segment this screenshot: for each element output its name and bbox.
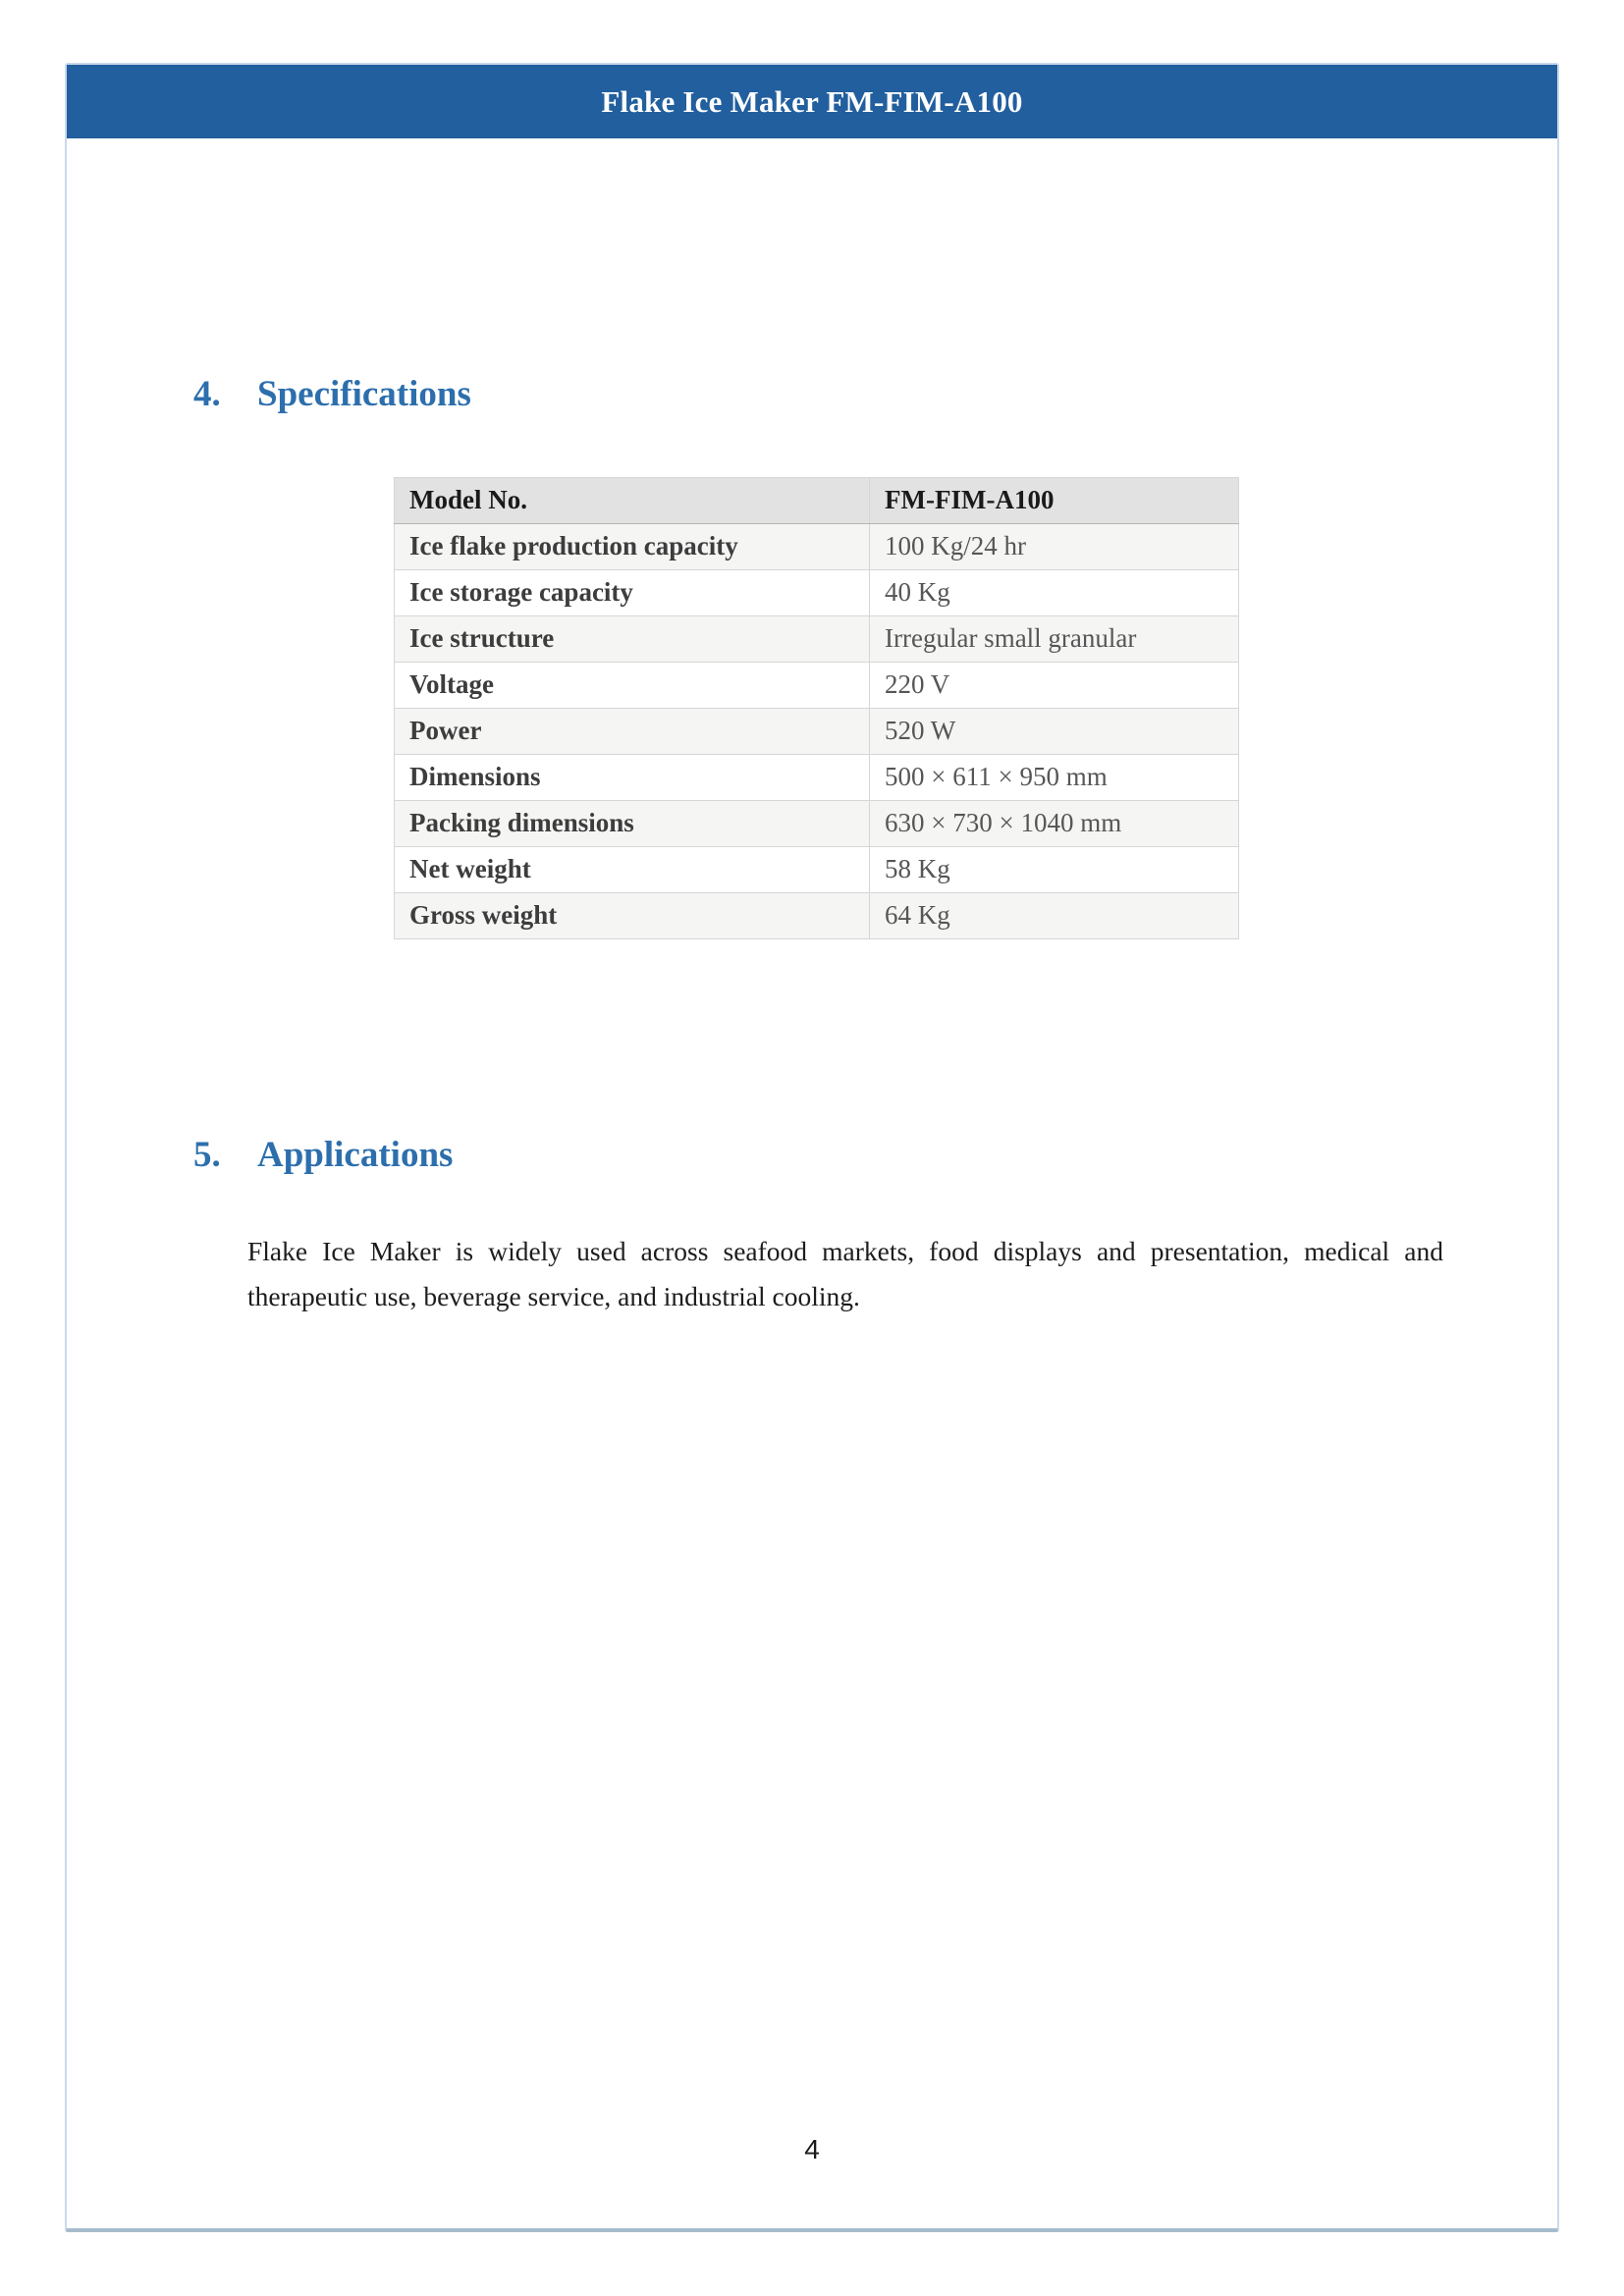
row-label: Ice structure [395,616,870,663]
row-value: 520 W [870,709,1239,755]
specifications-table [394,477,1239,939]
applications-heading [193,1134,453,1176]
page-header-bar [67,65,1557,138]
applications-heading-number: 5. [193,1135,221,1175]
row-value: 64 Kg [870,893,1239,939]
table-row [395,801,1239,847]
table-row [395,755,1239,801]
row-value: 630 × 730 × 1040 mm [870,801,1239,847]
table-row [395,847,1239,893]
table-row [395,570,1239,616]
specifications-heading-number: 4. [193,374,221,414]
applications-heading-label: Applications [257,1135,454,1175]
row-label: Ice storage capacity [395,570,870,616]
table-header-row [395,478,1239,524]
document-title: Flake Ice Maker FM-FIM-A100 [601,83,1023,119]
document-page [65,63,1559,2232]
row-value: 58 Kg [870,847,1239,893]
row-label: Ice flake production capacity [395,524,870,570]
specifications-table-wrap [394,477,1239,939]
row-value: 500 × 611 × 950 mm [870,755,1239,801]
table-row [395,663,1239,709]
row-label: Gross weight [395,893,870,939]
table-header-label: Model No. [395,478,870,524]
table-row [395,616,1239,663]
row-value: 40 Kg [870,570,1239,616]
row-label: Net weight [395,847,870,893]
table-row [395,709,1239,755]
row-value: Irregular small granular [870,616,1239,663]
page-number: 4 [804,2134,820,2164]
applications-paragraph: Flake Ice Maker is widely used across seafood markets, food displays and presentation, medical and therapeutic use, beverage service, and industrial cooling. [247,1236,1443,1311]
row-label: Dimensions [395,755,870,801]
row-value: 100 Kg/24 hr [870,524,1239,570]
specifications-heading-label: Specifications [257,374,471,414]
row-label: Packing dimensions [395,801,870,847]
row-value: 220 V [870,663,1239,709]
row-label: Voltage [395,663,870,709]
specifications-heading [193,373,471,415]
row-label: Power [395,709,870,755]
table-row [395,524,1239,570]
table-row [395,893,1239,939]
table-header-value: FM-FIM-A100 [870,478,1239,524]
